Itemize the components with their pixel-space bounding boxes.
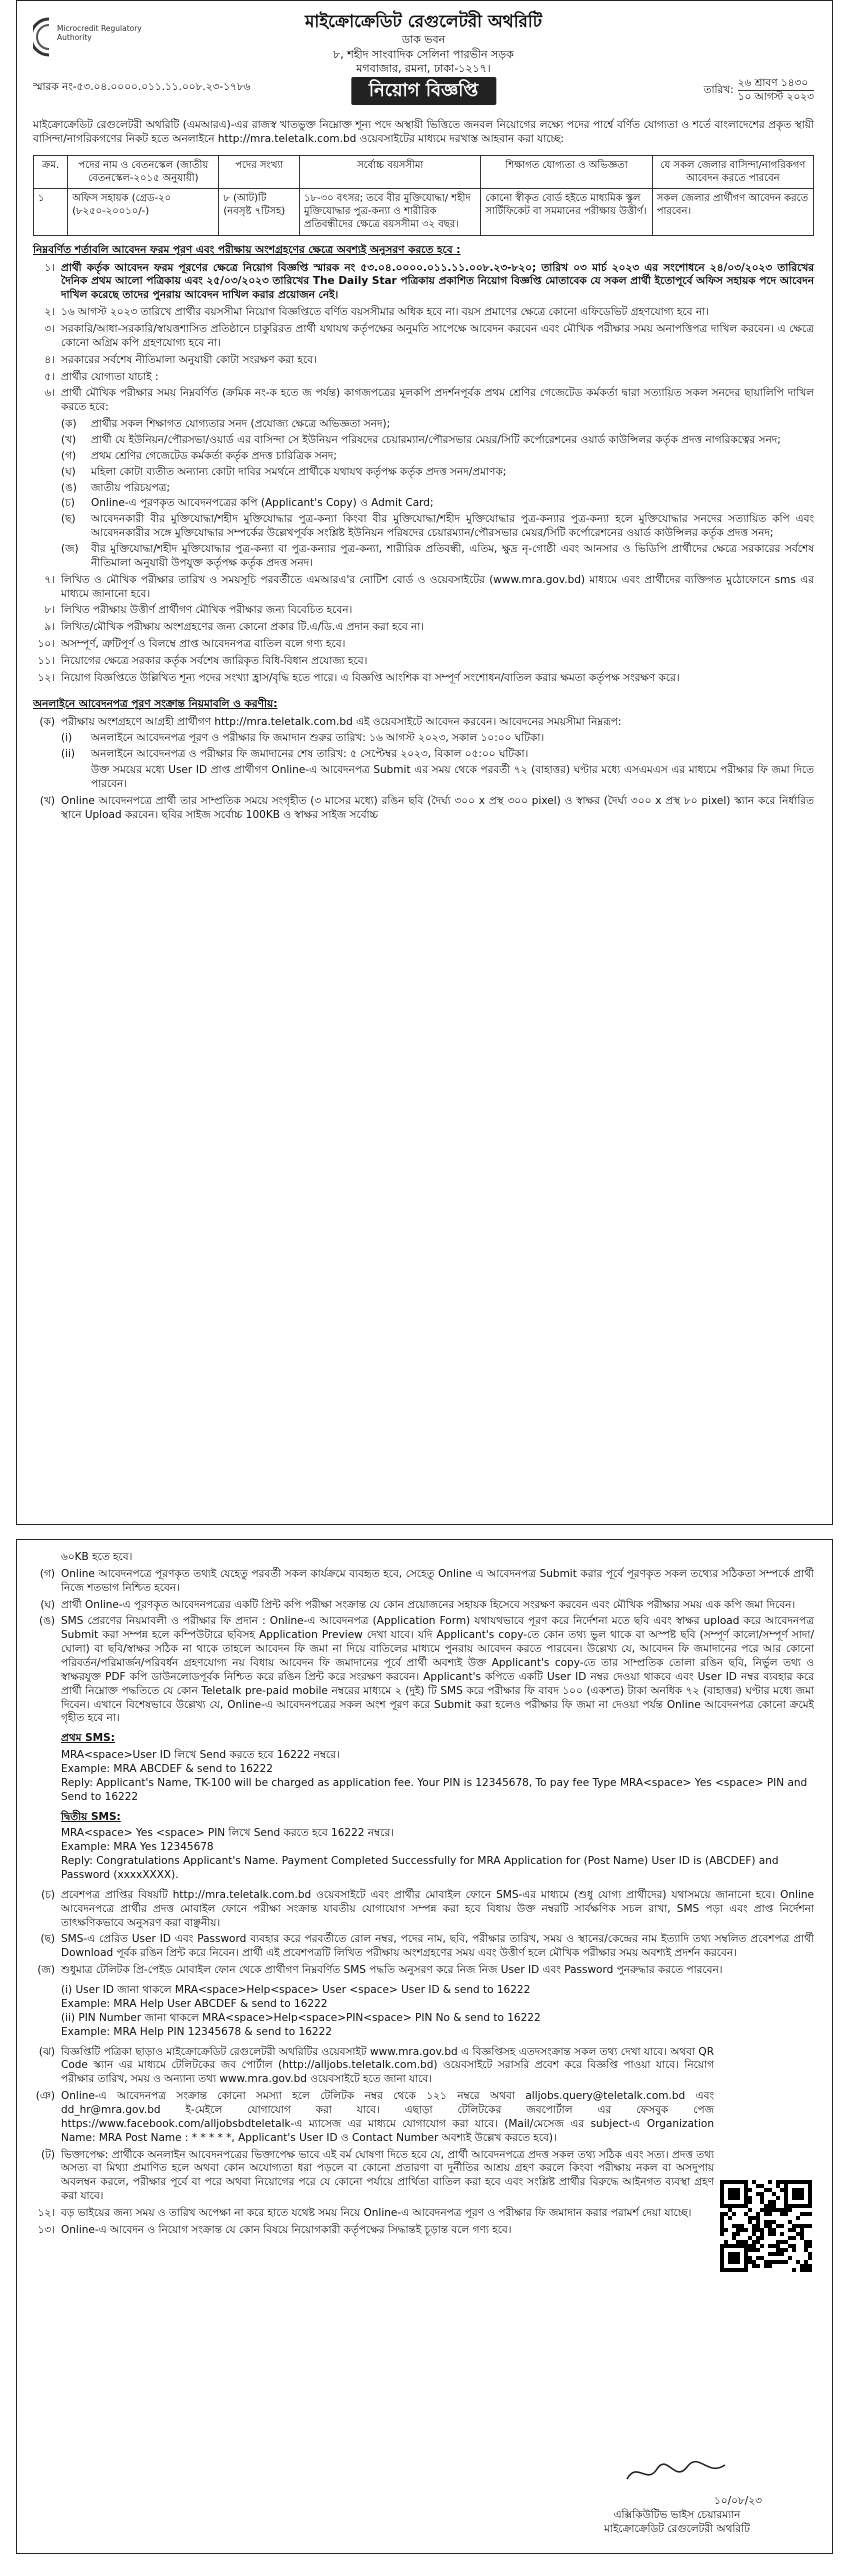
online-rule-item [33,1889,814,1931]
item-text: Online আবেদনপত্রে প্রার্থী তার সাম্প্রতিক সময়ে সংগৃহীত (৩ মাসের মধ্যে) রঙিন ছবি (দৈর্ঘ্য ৩০০ x প্রস্থ ৩০০ pixel) ও স্বাক্ষর (দৈর্ঘ্য ৩০০ x প্রস্থ ৮০ pixel) স্ক্যান করে নির্ধারিত স্থানে Upload করবেন। ছবির সাইজ সর্বোচ্চ 100KB ও স্বাক্ষর সাইজ সর্বোচ্চ [61,794,814,821]
item-number: ৭। [44,573,55,586]
item-text: Online-এ পূরণকৃত আবেদনপত্রের কপি (Applicant's Copy) ও Admit Card; [91,497,434,510]
item-text: SMS প্রেরণের নিয়মাবলী ও পরীক্ষার ফি প্রদান : Online-এ আবেদনপত্র (Application Form) যথাযথভাবে পূরণ করে নির্দেশনা মতে ছবি এবং স্বাক্ষর upload করে আবেদনপত্র Submit করা সম্পন্ন হলে কম্পিউটারে ছবিসহ Application Preview দেখা যাবে। যদি Applicant's copy-তে কোন তথ্য ভুল থাকে বা অস্পষ্ট ছবি (সম্পূর্ণ কালো/সম্পূর্ণ সাদা/ঘোলা) বা ছবি/স্বাক্ষর সঠিক না থাকে তাহলে আবেদন ফি জমা না দিয়ে বাতিলের মাধ্যমে পুনরায় আবেদন করতে পারবেন। উল্লেখ্য যে, আবেদন ফি জমাদানের পরে আর কোনো পরিবর্তন/পরিমার্জন/পরিবর্ধন গ্রহণযোগ্য নয় বিধায় আবেদন ফি জমাদানের পূর্বে প্রার্থী অবশ্যই উক্ত Applicant's copy-তে তার সাম্প্রতিক তোলা রঙিন ছবি, নির্ভুল তথ্য ও স্বাক্ষরযুক্ত PDF কপি ডাউনলোডপূর্বক নিশ্চিত করে রঙিন প্রিন্ট করে সংরক্ষণ করবেন। Applicant's কপিতে একটি User ID নম্বর দেওয়া থাকবে এবং User ID নম্বর ব্যবহার করে প্রার্থী নিম্নোক্ত পদ্ধতিতে যে কোন Teletalk pre-paid mobile নম্বরের মাধ্যমে ২ (দুই) টি SMS করে পরীক্ষার ফি বাবদ ১০০ (একশত) টাকা অনধিক ৭২ (বাহাত্তর) ঘণ্টার মধ্যে জমা দিবেন। এখানে বিশেষভাবে উল্লেখ্য যে, Online-এ আবেদনপত্রের সকল অংশ পূরণ করে Submit করা হলেও পরীক্ষার ফি জমা না দেওয়া পর্যন্ত Online আবেদনপত্র কোনো ক্রমেই গৃহীত হবে না। [61,1615,814,1725]
item-text: ১৬ আগস্ট ২০২৩ তারিখে প্রার্থীর বয়সসীমা নিয়োগ বিজ্ঞপ্তিতে বর্ণিত বয়সসীমার অধিক হবে না। বয়স প্রমাণের ক্ষেত্রে কোনো এফিডেভিট গ্রহণযোগ্য হবে না। [61,306,709,319]
item-number: (i) [61,732,73,745]
address-line-1: ডাক ভবন [401,33,446,47]
item-number: (ক) [39,715,55,728]
table-cell: ১ [34,189,68,236]
condition-item [33,323,814,351]
signature-image [617,2455,737,2491]
item-text: অসম্পূর্ণ, ত্রুটিপূর্ণ ও বিলম্বে প্রাপ্ত আবেদনপত্র বাতিল বলে গণ্য হবে। [61,638,346,651]
item-number: (ঘ) [40,1598,55,1611]
item-text: পরীক্ষায় অংশগ্রহণে আগ্রহী প্রার্থীগণ http://mra.teletalk.com.bd এই ওয়েবসাইটে আবেদন করবেন। আবেদনের সময়সীমা নিম্নরূপ: [61,715,622,728]
table-row [34,189,814,236]
mra-logo [33,15,142,81]
item-text: প্রথম শ্রেণির গেজেটেড কর্মকর্তা কর্তৃক প্রদত্ত চারিত্রিক সনদ; [91,449,337,462]
condition-item [33,306,814,320]
item-number: (খ) [61,433,77,446]
logo-text: Microcredit Regulatory Authority [57,24,142,42]
vacancy-table [33,155,814,236]
item-text: অনলাইনে আবেদনপত্র ও পরীক্ষার ফি জমাদানের শেষ তারিখ: ৫ সেপ্টেম্বর ২০২৩, বিকাল ০৫:০০ ঘটিকা। [91,748,529,761]
item-number: (চ) [41,1888,55,1901]
table-cell: ১৮-৩০ বৎসর; তবে বীর মুক্তিযোদ্ধা/ শহীদ মুক্তিযোদ্ধার পুত্র-কন্যা ও শারীরিক প্রতিবন্ধীদের ক্ষেত্রে বয়সসীমা ৩২ বছর। [300,189,481,236]
item-number: ১। [44,261,55,274]
item-text: নিয়োগ বিজ্ঞপ্তিতে উল্লিখিত শূন্য পদের সংখ্যা হ্রাস/বৃদ্ধি হতে পারে। এ বিজ্ঞপ্তি আংশিক বা সম্পূর্ণ সংশোধন/বাতিল করার ক্ষমতা কর্তৃপক্ষ সংরক্ষণ করে। [61,671,680,684]
item-text: সরকারি/আধা-সরকারি/স্বায়ত্তশাসিত প্রতিষ্ঠানে চাকুরিরত প্রার্থী যথাযথ কর্তৃপক্ষের অনুমতি সাপেক্ষে আবেদন করবেন এবং মৌখিক পরীক্ষার সময় অনাপত্তিপত্র দাখিল করবেন। এ ক্ষেত্রে কোনো অগ্রিম কপি গ্রহণযোগ্য হবে না। [61,322,814,349]
item-number: (জ) [37,1964,55,1977]
signatory-title: এক্সিকিউটিভ ভাইস চেয়ারম্যান [613,2509,741,2522]
document-item [61,482,814,496]
address-line-2: ৮, শহীদ সাংবাদিক সেলিনা পারভীন সড়ক [333,47,514,61]
item-number: ৮। [44,604,55,617]
recover-pin: (ii) PIN Number জানা থাকলে MRA<space>Help<space>PIN<space> PIN No & send to 16222 [61,2011,541,2024]
document-item [61,450,814,464]
table-header: সর্বোচ্চ বয়সসীমা [300,155,481,188]
item-number: (ঙ) [39,1615,55,1628]
online-rule-item [33,1599,814,1613]
item-text: ভিক্তাপেক্ষ: প্রার্থীকে অনলাইন আবেদনপত্রের ভিক্তাপেক্ষ ভাবে এই বর্ম ঘোষণা দিতে হবে যে, প্রার্থী আবেদনপত্রে প্রদত্ত সকল তথ্য সঠিক এবং সত্য। প্রদত্ত তথ্য অসত্য বা মিথ্যা প্রমাণিত হলে অথবা কোন অযোগ্যতা ধরা পড়লে বা কোনো প্রতারণা বা দুর্নীতির আশ্রয় গ্রহণ করলে কিংবা পরীক্ষায় নকল বা অসদুপায় অবলম্বন করলে, পরীক্ষার পূর্বে বা পরে অথবা নিয়োগের পরে যে কোনো পর্যায়ে প্রার্থিতা বাতিল করা হবে এবং সংশ্লিষ্ট প্রার্থীর বিরুদ্ধে আইনগত ব্যবস্থা গ্রহণ করা যাবে। [61,2148,714,2203]
signature-date: ১০/০৮/২৩ [713,2495,762,2508]
item-text: জাতীয় পরিচয়পত্র; [91,481,170,494]
sms-second-heading: দ্বিতীয় SMS: [61,1810,121,1823]
item-number: ৯। [44,621,55,634]
item-number: ১০। [37,638,55,651]
signatory-org: মাইক্রোক্রেডিট রেগুলেটরী অথরিটি [604,2523,750,2536]
sms-second [61,1811,814,1883]
conditions-heading: নিম্নবর্ণিত শর্তাবলি আবেদন ফরম পূরণ এবং পরীক্ষায় অংশগ্রহণের ক্ষেত্রে অবশ্যই অনুসরণ করতে হবে : [33,243,461,256]
document-item [61,543,814,571]
item-text: নিয়োগের ক্ষেত্রে সরকার কর্তৃক সর্বশেষ জারিকৃত বিধি-বিধান প্রযোজ্য হবে। [61,655,368,667]
item-text: Online-এ আবেদন ও নিয়োগ সংক্রান্ত যে কোন বিষয়ে নিয়োগকারী কর্তৃপক্ষের সিদ্ধান্তই চূড়ান্ত বলে গণ্য হবে। [61,2223,512,2236]
document-item [61,497,814,511]
signature-block [562,2455,792,2537]
table-header: পদের নাম ও বেতনস্কেল (জাতীয় বেতনস্কেল-২০১৫ অনুযায়ী) [68,155,219,188]
item-number: (ঘ) [61,465,76,478]
sms-second-example: Example: MRA Yes 12345678 [61,1841,214,1854]
sms-second-line: MRA<space> Yes <space> PIN লিখে Send করতে হবে 16222 নম্বরে। [61,1827,394,1840]
item-number [33,1551,55,1565]
condition-item [33,574,814,602]
online-rule-item [61,732,814,746]
item-text: SMS-এ প্রেরিত User ID এবং Password ব্যবহার করে পরবর্তীতে রোল নম্বর, পদের নাম, ছবি, পরীক্ষার তারিখ, সময় ও স্থানের/কেন্দ্রের নাম ইত্যাদি তথ্য সম্বলিত প্রবেশপত্র প্রার্থী Download পূর্বক রঙিন প্রিন্ট করে নিবেন। প্রার্থী এই প্রবেশপত্রটি লিখিত পরীক্ষায় অংশগ্রহণের সময় এবং উত্তীর্ণ হলে মৌখিক পরীক্ষার সময় অবশ্যই প্রদর্শন করবেন। [61,1933,814,1960]
item-text: সরকারের সর্বশেষ নীতিমালা অনুযায়ী কোটা সংরক্ষণ করা হবে। [61,353,317,366]
table-cell: অফিস সহায়ক (গ্রেড-২০ (৮২৫০-২০০১০/-) [68,189,219,236]
item-number: (ঞ) [35,2090,55,2103]
intro-paragraph: মাইক্রোক্রেডিট রেগুলেটরী অথরিটি (এমআরএ)-এর রাজস্ব খাতভুক্ত নিম্নোক্ত শূন্য পদে অস্থায়ী ভিত্তিতে জনবল নিয়োগের লক্ষ্যে পদের পার্শ্বে বর্ণিত যোগ্যতা ও শর্তে বাংলাদেশের প্রকৃত স্থায়ী বাসিন্দা/নাগরিকগণের নিকট হতে অনলাইনে http://mra.teletalk.com.bd ওয়েবসাইটের মাধ্যমে দরখাস্ত আহবান করা যাচ্ছে: [33,119,814,145]
notice-part-1 [16,0,833,1525]
document-item [61,434,814,448]
item-text: লিখিত/মৌখিক পরীক্ষায় অংশগ্রহণের জন্য কোনো প্রকার টি.এ/ডি.এ প্রদান করা হবে না। [61,621,425,634]
item-number: ১১। [37,655,55,667]
item-text: প্রার্থীর যোগ্যতা যাচাই : [61,370,159,383]
item-number: ১৩। [37,2223,55,2236]
table-header: ক্রম. [34,155,68,188]
online-rule-item [33,1933,814,1961]
address-line-3: মগবাজার, রমনা, ঢাকা-১২১৭। [356,62,491,76]
sms-first-example: Example: MRA ABCDEF & send to 16222 [61,1763,273,1776]
online-rule-item [61,764,814,792]
online-rule-item [33,2207,714,2221]
condition-item [33,672,814,686]
online-rule-item [33,2046,714,2088]
item-number: (গ) [61,449,77,462]
table-header: পদের সংখ্যা [219,155,300,188]
item-text: আবেদনকারী বীর মুক্তিযোদ্ধা/শহীদ মুক্তিযোদ্ধার পুত্র-কন্যা কিংবা বীর মুক্তিযোদ্ধা/শহীদ মুক্তিযোদ্ধার পুত্র-কন্যার পুত্র-কন্যা হলে মুক্তিযোদ্ধার সনদের সত্যায়িত কপি এবং আবেদনকারীর সঙ্গে মুক্তিযোদ্ধার সম্পর্কের উল্লেখপূর্বক সংশ্লিষ্ট ইউনিয়ন পরিষদের চেয়ারম্যান/পৌরসভার মেয়র/সিটি কর্পোরেশনের ওয়ার্ড কাউন্সিলর কর্তৃক প্রদত্ত সনদ; [91,513,814,540]
item-number: ১২। [37,671,55,684]
item-text: Online আবেদনপত্রে পূরণকৃত তথ্যই যেহেতু পরবর্তী সকল কার্যক্রমে ব্যবহৃত হবে, সেহেতু Online এ আবেদনপত্র Submit করার পূর্বে পূরণকৃত সকল তথ্যের সঠিকতা সম্পর্কে প্রার্থী নিজে শতভাগ নিশ্চিত হবেন। [61,1567,814,1594]
sms-first [61,1732,814,1804]
online-rule-item [33,1964,814,1978]
recover-user-id: (i) User ID জানা থাকলে MRA<space>Help<space> User <space> User ID & send to 16222 [61,1984,531,1997]
item-number: (ছ) [40,1933,55,1946]
online-rule-item [33,1568,814,1596]
notice-title: নিয়োগ বিজ্ঞপ্তি [351,77,496,105]
item-text: উক্ত সময়ের মধ্যে User ID প্রাপ্ত প্রার্থীগণ Online-এ আবেদনপত্র Submit এর সময় থেকে পরবর্তী ৭২ (বাহাত্তর) ঘণ্টার মধ্যে এসএমএস এর মাধ্যমে পরীক্ষার ফি জমা দিতে পারবেন। [91,764,814,791]
date-english: ১০ আগস্ট ২০২৩ [737,90,814,103]
item-text: প্রার্থী কর্তৃক আবেদন ফরম পূরণের ক্ষেত্রে নিয়োগ বিজ্ঞপ্তি স্মারক নং ৫৩.০৪.০০০০.০১১.১১.০০৮.২৩-৮২০; তারিখ ০৩ মার্চ ২০২৩ এর সংশোধনে ২৪/০৩/২০২৩ তারিখের দৈনিক প্রথম আলো পত্রিকায় এবং ২৫/০৩/২০২৩ তারিখের The Daily Star পত্রিকায় প্রকাশিত নিয়োগ বিজ্ঞপ্তি মোতাবেক যে সকল প্রার্থী ইতোপূর্বে অফিস সহায়ক পদে আবেদন দাখিল করেছে তাদের পুনরায় আবেদন দাখিল করার প্রয়োজন নেই। [61,261,814,302]
item-number: ১২। [37,2206,55,2219]
item-text: প্রবেশপত্র প্রাপ্তির বিষয়টি http://mra.teletalk.com.bd ওয়েবসাইটে এবং প্রার্থীর মোবাইল ফোনে SMS-এর মাধ্যমে (শুধু যোগ্য প্রার্থীদের) যথাসময়ে জানানো হবে। Online আবেদনপত্রে প্রার্থীর প্রদত্ত মোবাইল ফোনে পরীক্ষা সংক্রান্ত যাবতীয় যোগাযোগ সম্পন্ন করা হবে বিধায় উক্ত নম্বরটি সার্বক্ষণিক সচল রাখা, SMS পড়া এবং প্রাপ্ত নির্দেশনা তাৎক্ষণিকভাবে অনুসরণ করা বাঞ্ছনীয়। [61,1888,814,1929]
item-number: (গ) [39,1567,55,1580]
condition-item [33,371,814,385]
online-rule-item [33,1615,814,1726]
condition-item [33,604,814,618]
online-rule-item [33,2224,714,2238]
sms-first-heading: প্রথম SMS: [61,1732,115,1745]
item-number: (ক) [61,418,77,431]
item-number: ৫। [44,370,55,383]
sms-first-line: MRA<space>User ID লিখে Send করতে হবে 16222 নম্বরে। [61,1749,340,1762]
table-header: যে সকল জেলার বাসিন্দা/নাগরিকগণ আবেদন করতে পারবেন [652,155,813,188]
item-text: বীর মুক্তিযোদ্ধা/শহীদ মুক্তিযোদ্ধার পুত্র-কন্যা বা পুত্র-কন্যার পুত্র-কন্যা, শারীরিক প্রতিবন্ধী, এতিম, ক্ষুদ্র নৃ-গোষ্ঠী এবং আনসার ও ভিডিপি প্রার্থীদের ক্ষেত্রে সরকারের সর্বশেষ নীতিমালা অনুযায়ী উপযুক্ত কর্তৃপক্ষ কর্তৃক প্রদত্ত সনদ। [91,542,814,569]
item-text: প্রার্থী Online-এ পূরণকৃত আবেদনপত্রের একটি প্রিন্ট কপি পরীক্ষা সংক্রান্ত যে কোন প্রয়োজনের সহায়ক হিসেবে সংরক্ষণ করবেন এবং মৌখিক পরীক্ষার সময় এক কপি জমা দিবেন। [61,1598,796,1611]
table-cell: ৮ (আট)টি (নবসৃষ্ট ৭টিসহ) [219,189,300,236]
item-text: প্রার্থী যে ইউনিয়ন/পৌরসভা/ওয়ার্ড এর বাসিন্দা সে ইউনিয়ন পরিষদের চেয়ারম্যান/পৌরসভার মেয়র/সিটি কর্পোরেশনের ওয়ার্ড কাউন্সিলর কর্তৃক প্রদত্ত নাগরিকত্বের সনদ; [91,433,781,446]
item-number: ২। [44,306,55,319]
condition-item [33,387,814,415]
item-text: অনলাইনে আবেদনপত্র পূরণ ও পরীক্ষার ফি জমাদান শুরুর তারিখ: ১৬ আগস্ট ২০২৩, সকাল ১০:০০ ঘটিকা। [91,732,545,745]
item-text: প্রার্থীর সকল শিক্ষাগত যোগ্যতার সনদ (প্রযোজ্য ক্ষেত্রে অভিজ্ঞতা সনদ); [91,418,391,431]
item-number: (চ) [61,497,75,510]
table-cell: সকল জেলার প্রার্থীগণ আবেদন করতে পারবেন। [652,189,813,236]
item-text: বিজ্ঞপ্তিটি পত্রিকা ছাড়াও মাইক্রোক্রেডিট রেগুলেটরী অথরিটির ওয়েবসাইট www.mra.gov.bd এ বিজ্ঞপ্তিসহ এতদসংক্রান্ত সকল তথ্য দেখা যাবে। অথবা QR Code স্ক্যান এর মাধ্যমে টেলিটকের জব পোর্টাল (http://alljobs.teletalk.com.bd) ওয়েবসাইটে সরাসরি প্রবেশ করে বিজ্ঞপ্তি পাওয়া যাবে। নিয়োগ পরীক্ষার তারিখ, সময় ও অন্যান্য তথ্য www.mra.gov.bd ওয়েবসাইটে হতে জানা যাবে। [61,2045,714,2086]
item-number: (ii) [61,748,76,761]
sms-first-reply: Reply: Applicant's Name, TK-100 will be charged as application fee. Your PIN is 12345678, To pay fee Type MRA<space> Yes <space> PIN and Send to 16222 [61,1776,808,1803]
online-rule-item [33,2149,714,2204]
item-number: ৬। [44,387,55,400]
online-heading: অনলাইনে আবেদনপত্র পূরণ সংক্রান্ত নিয়মাবলি ও করণীয়: [33,697,278,710]
online-rule-item [33,2090,714,2145]
document-item [61,513,814,541]
item-text: মহিলা কোটা ব্যতীত অন্যান্য কোটা দাবির সমর্থনে প্রার্থীকে যথাযথ কর্তৃপক্ষ কর্তৃক প্রদত্ত সনদ/প্রমাণক; [91,465,507,478]
recover-steps [61,1984,814,2039]
item-number: ৪। [44,353,55,366]
header [33,11,814,115]
item-text: ৬০KB হতে হবে। [61,1551,133,1563]
document-item [61,466,814,480]
item-text: শুধুমাত্র টেলিটক প্রি-পেইড মোবাইল ফোন থেকে প্রার্থীগণ নিম্নবর্ণিত SMS পদ্ধতি অনুসরণ করে নিজ নিজ User ID এবং Password পুনরুদ্ধার করতে পারবেন। [61,1964,723,1977]
recover-user-id-example: Example: MRA Help User ABCDEF & send to 16222 [61,1997,328,2010]
reference-number: স্মারক নং-৫৩.০৪.০০০০.০১১.১১.০০৮.২৩-১৭৮৬ [33,81,251,93]
item-number: (ছ) [61,513,76,526]
notice-part-2 [16,1539,833,2554]
table-cell: কোনো স্বীকৃত বোর্ড হইতে মাধ্যমিক স্কুল সার্টিফিকেট বা সমমানের পরীক্ষায় উত্তীর্ণ। [481,189,652,236]
item-number: (জ) [61,542,79,555]
item-number: (ঝ) [38,2045,55,2058]
item-text: Online-এ আবেদনপত্র সংক্রান্ত কোনো সমস্যা হলে টেলিটক নম্বর থেকে ১২১ নম্বরে অথবা alljobs.query@teletalk.com.bd এবং dd_hr@mra.gov.bd ই-মেইলে যোগাযোগ করা যাবে। এছাড়া টেলিটকের জবপোর্টাল এর ফেসবুক পেজ https://www.facebook.com/alljobsbdteletalk-এ ম্যাসেজ এর মাধ্যমে যোগাযোগ করা যাবে। (Mail/মেসেজ এর subject-এ Organization Name: MRA Post Name : * * * * *, Applicant's User ID ও Contact Number অবশ্যই উল্লেখ করতে হবে)। [61,2090,714,2144]
item-text: লিখিত পরীক্ষায় উত্তীর্ণ প্রার্থীগণ মৌখিক পরীক্ষার জন্য বিবেচিত হবেন। [61,604,353,617]
recover-pin-example: Example: MRA Help PIN 12345678 & send to 16222 [61,2025,332,2038]
online-rule-item [61,748,814,762]
online-rule-item [33,1551,814,1565]
condition-item [33,655,814,669]
qr-code[interactable] [720,2180,812,2272]
date-block [704,77,814,103]
item-number: ৩। [44,322,55,335]
table-header: শিক্ষাগত যোগ্যতা ও অভিজ্ঞতা [481,155,652,188]
condition-item [33,354,814,368]
date-label: তারিখ: [703,83,734,96]
org-name: মাইক্রোক্রেডিট রেগুলেটরী অথরিটি [304,12,543,32]
condition-item [33,638,814,652]
document-item [61,418,814,432]
sms-second-reply: Reply: Congratulations Applicant's Name. Payment Completed Successfully for MRA Application for (Post Name) User ID is (ABCDEF) and Password (xxxxXXXX). [61,1855,779,1882]
item-text: লিখিত ও মৌখিক পরীক্ষার তারিখ ও সময়সূচি পরবর্তীতে এমআরএ'র নোটিশ বোর্ড ও ওয়েবসাইটের (www.mra.gov.bd) মাধ্যমে এবং প্রার্থীদের ব্যক্তিগত মুঠোফোনে sms এর মাধ্যমে জানানো হবে। [61,573,814,600]
item-number: (ট) [41,2148,55,2161]
online-rule-item [33,795,814,823]
online-rule-item [33,716,814,730]
item-text: প্রার্থী মৌখিক পরীক্ষার সময় নিম্নবর্ণিত (ক্রমিক নং-ক হতে জ পর্যন্ত) কাগজপত্রের মূলকপি প্রদর্শনপূর্বক প্রথম শ্রেণির গেজেটেড কর্মকর্তা দ্বারা সত্যায়িত সকল সনদের ছায়ালিপি দাখিল করতে হবে: [61,387,814,414]
date-bangla: ২৬ শ্রাবণ ১৪৩০ [738,77,814,91]
condition-item [33,621,814,635]
item-number [61,764,85,792]
item-number: (ঙ) [61,481,77,494]
item-number: (খ) [39,794,55,807]
item-text: বড় ভাইয়ের জন্য সময় ও তারিখ অপেক্ষা না করে হাতে যথেষ্ট সময় নিয়ে Online-এ আবেদনপত্র পূরণ ও পরীক্ষার ফি জমাদান করার পরামর্শ দেয়া যাচ্ছে। [61,2206,692,2219]
condition-item [33,262,814,304]
